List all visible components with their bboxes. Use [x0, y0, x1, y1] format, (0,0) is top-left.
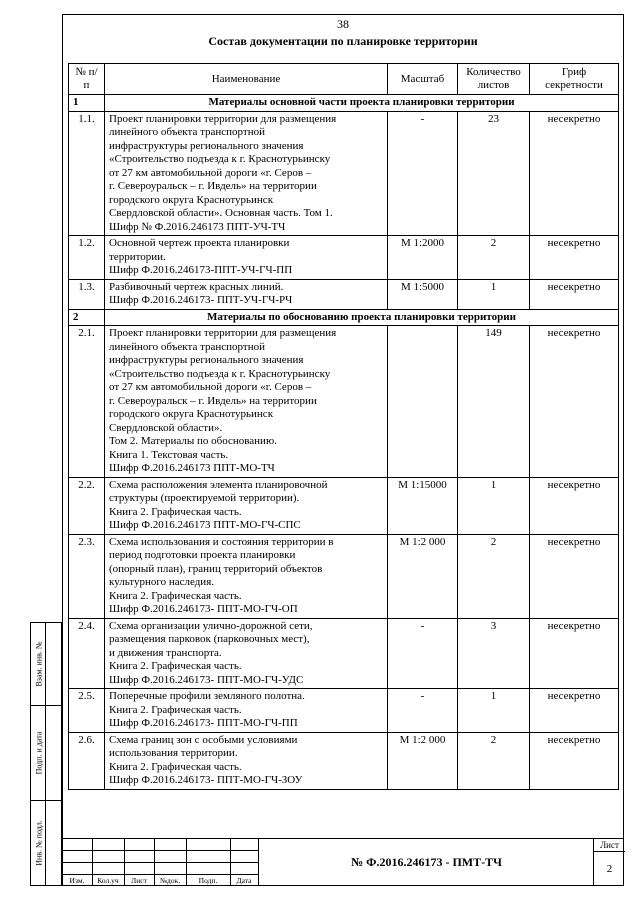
- stamp-label-date: Дата: [236, 876, 252, 885]
- row-secrecy: несекретно: [530, 111, 619, 236]
- row-name-line: территории.: [109, 250, 166, 263]
- row-sheet-count: 2: [458, 534, 530, 618]
- row-scale: М 1:15000: [388, 477, 458, 534]
- row-sheet-count: 23: [458, 111, 530, 236]
- row-number: 2.5.: [69, 689, 105, 733]
- row-name-line: линейного объекта транспортной: [109, 340, 265, 353]
- row-name-line: Книга 2. Графическая часть.: [109, 660, 242, 672]
- side-label-signature: Подп. и дата: [34, 731, 43, 775]
- table-row: [69, 111, 619, 236]
- header-count: Количество листов: [458, 64, 530, 95]
- table-row: [69, 236, 619, 280]
- row-number: 2.1.: [69, 326, 105, 478]
- row-name-line: использования территории.: [109, 747, 238, 759]
- table-row: [69, 477, 619, 534]
- stamp-label-change: Изм.: [69, 876, 85, 885]
- row-name-line: Схема организации улично-дорожной сети,: [109, 619, 313, 632]
- row-sheet-count: 2: [458, 732, 530, 789]
- row-name-line: Книга 2. Графическая часть.: [109, 703, 242, 716]
- row-name-line: «Строительство подъезда к г. Краснотурьинску: [109, 153, 331, 165]
- section-row: [69, 309, 619, 326]
- row-name-line: от 27 км автомобильной дороги «г. Серов –: [109, 381, 312, 393]
- row-name-line: инфраструктуры регионального значения: [109, 139, 304, 152]
- document-code: № Ф.2016.246173 - ПМТ-ТЧ: [258, 838, 594, 886]
- row-secrecy: несекретно: [530, 236, 619, 280]
- row-scale: М 1:5000: [388, 279, 458, 309]
- row-name-line: и движения транспорта.: [109, 646, 222, 659]
- row-name-line: Проект планировки территории для размещения: [109, 327, 337, 339]
- row-name-line: Поперечные профили земляного полотна.: [109, 690, 305, 702]
- side-label-inventory: Инв. № подл.: [34, 820, 43, 866]
- row-name: [105, 326, 388, 478]
- documentation-table: [68, 63, 619, 790]
- row-name-line: Шифр № Ф.2016.246173 ППТ-УЧ-ТЧ: [109, 220, 286, 233]
- page-number: 38: [337, 17, 349, 31]
- row-secrecy: несекретно: [530, 689, 619, 733]
- table-row: [69, 534, 619, 618]
- row-name-line: от 27 км автомобильной дороги «г. Серов –: [109, 166, 312, 179]
- row-name: [105, 689, 388, 733]
- sheet-number: 2: [606, 863, 613, 875]
- side-cell-replacement: [30, 622, 62, 706]
- row-name-line: Свердловской области».: [109, 421, 223, 434]
- row-number: 2.6.: [69, 732, 105, 789]
- row-scale: -: [388, 111, 458, 236]
- stamp-label-sheet: Лист: [131, 876, 147, 885]
- row-name-line: Свердловской области». Основная часть. Том 1.: [109, 207, 333, 219]
- stamp-label-count: Кол.уч: [97, 876, 119, 885]
- stamp-label-signature: Подп.: [198, 876, 218, 885]
- row-name-line: период подготовки проекта планировки: [109, 549, 296, 561]
- side-cell-signature: [30, 705, 62, 801]
- row-name: [105, 618, 388, 689]
- row-scale: М 1:2000: [388, 236, 458, 280]
- table-row: [69, 732, 619, 789]
- row-name-line: Шифр Ф.2016.246173-ППТ-УЧ-ГЧ-ПП: [109, 264, 293, 276]
- side-stamp: [30, 622, 62, 886]
- table-row: [69, 326, 619, 478]
- section-row: [69, 95, 619, 112]
- row-sheet-count: 1: [458, 279, 530, 309]
- row-name: [105, 534, 388, 618]
- row-name-line: Шифр Ф.2016.246173- ППТ-МО-ГЧ-ЗОУ: [109, 774, 303, 786]
- row-secrecy: несекретно: [530, 534, 619, 618]
- row-secrecy: несекретно: [530, 477, 619, 534]
- row-name-line: г. Североуральск – г. Ивдель» на территории: [109, 180, 317, 192]
- row-name: [105, 111, 388, 236]
- row-number: 1.1.: [69, 111, 105, 236]
- row-name-line: Шифр Ф.2016.246173 ППТ-МО-ГЧ-СПС: [109, 519, 301, 531]
- row-sheet-count: 2: [458, 236, 530, 280]
- table-row: [69, 689, 619, 733]
- title-block-stamp: [62, 838, 624, 886]
- row-name-line: Проект планировки территории для размещения: [109, 112, 337, 125]
- row-number: 2.4.: [69, 618, 105, 689]
- table-header-row: [69, 64, 619, 95]
- row-number: 1.2.: [69, 236, 105, 280]
- header-name: Наименование: [105, 64, 388, 95]
- row-name: [105, 236, 388, 280]
- row-number: 2.3.: [69, 534, 105, 618]
- header-secret: Гриф секретности: [530, 64, 619, 95]
- row-name-line: Основной чертеж проекта планировки: [109, 237, 290, 249]
- row-name-line: Книга 2. Графическая часть.: [109, 760, 242, 773]
- table-row: [69, 618, 619, 689]
- header-scale: Масштаб: [388, 64, 458, 95]
- sheet-box: [593, 838, 625, 886]
- row-name-line: Разбивочный чертеж красных линий.: [109, 280, 284, 293]
- row-secrecy: несекретно: [530, 618, 619, 689]
- row-name-line: Схема использования и состояния территории в: [109, 535, 334, 548]
- row-name: [105, 477, 388, 534]
- row-number: 2.2.: [69, 477, 105, 534]
- row-sheet-count: 149: [458, 326, 530, 478]
- row-name: [105, 279, 388, 309]
- row-scale: -: [388, 618, 458, 689]
- section-number: 1: [69, 95, 105, 112]
- row-name-line: «Строительство подъезда к г. Краснотурьинску: [109, 367, 331, 380]
- section-title: Материалы по обоснованию проекта планировки территории: [105, 309, 619, 326]
- header-num: № п/п: [69, 64, 105, 95]
- row-number: 1.3.: [69, 279, 105, 309]
- row-name-line: городского округа Краснотурьинск: [109, 408, 274, 420]
- row-name-line: (опорный план), границ территорий объектов: [109, 562, 323, 575]
- row-name-line: Шифр Ф.2016.246173- ППТ-МО-ГЧ-ПП: [109, 717, 298, 729]
- row-scale: [388, 326, 458, 478]
- row-name-line: Схема границ зон с особыми условиями: [109, 733, 298, 746]
- side-label-replacement: Взам. инв. №: [34, 641, 43, 687]
- row-name-line: Шифр Ф.2016.246173- ППТ-УЧ-ГЧ-РЧ: [109, 294, 293, 306]
- row-name-line: инфраструктуры регионального значения: [109, 354, 304, 366]
- row-sheet-count: 3: [458, 618, 530, 689]
- row-secrecy: несекретно: [530, 326, 619, 478]
- row-name-line: городского округа Краснотурьинск: [109, 193, 274, 206]
- row-name-line: размещения парковок (парковочных мест),: [109, 633, 310, 645]
- row-name-line: Шифр Ф.2016.246173 ППТ-МО-ТЧ: [109, 462, 275, 474]
- row-name-line: структуры (проектируемой территории).: [109, 492, 300, 504]
- row-name-line: культурного наследия.: [109, 576, 214, 588]
- document-title: Состав документации по планировке территории: [208, 34, 478, 48]
- row-scale: -: [388, 689, 458, 733]
- table-row: [69, 279, 619, 309]
- row-name-line: Книга 2. Графическая часть.: [109, 505, 242, 518]
- table-body: [69, 95, 619, 790]
- stamp-label-docnum: №док.: [159, 876, 181, 885]
- row-secrecy: несекретно: [530, 279, 619, 309]
- row-sheet-count: 1: [458, 689, 530, 733]
- row-name-line: Книга 1. Текстовая часть.: [109, 448, 229, 461]
- row-secrecy: несекретно: [530, 732, 619, 789]
- row-name: [105, 732, 388, 789]
- row-name-line: Шифр Ф.2016.246173- ППТ-МО-ГЧ-УДС: [109, 673, 304, 686]
- sheet-label: Лист: [594, 839, 625, 852]
- side-cell-inventory: [30, 800, 62, 886]
- row-name-line: Схема расположения элемента планировочной: [109, 478, 328, 491]
- row-name-line: Том 2. Материалы по обоснованию.: [109, 435, 277, 447]
- section-title: Материалы основной части проекта планировки территории: [105, 95, 619, 112]
- row-name-line: Книга 2. Графическая часть.: [109, 589, 242, 602]
- row-scale: М 1:2 000: [388, 732, 458, 789]
- section-number: 2: [69, 309, 105, 326]
- row-sheet-count: 1: [458, 477, 530, 534]
- revision-grid: [62, 838, 258, 886]
- row-name-line: г. Североуральск – г. Ивдель» на территории: [109, 394, 317, 407]
- row-name-line: линейного объекта транспортной: [109, 126, 265, 138]
- row-scale: М 1:2 000: [388, 534, 458, 618]
- row-name-line: Шифр Ф.2016.246173- ППТ-МО-ГЧ-ОП: [109, 603, 298, 615]
